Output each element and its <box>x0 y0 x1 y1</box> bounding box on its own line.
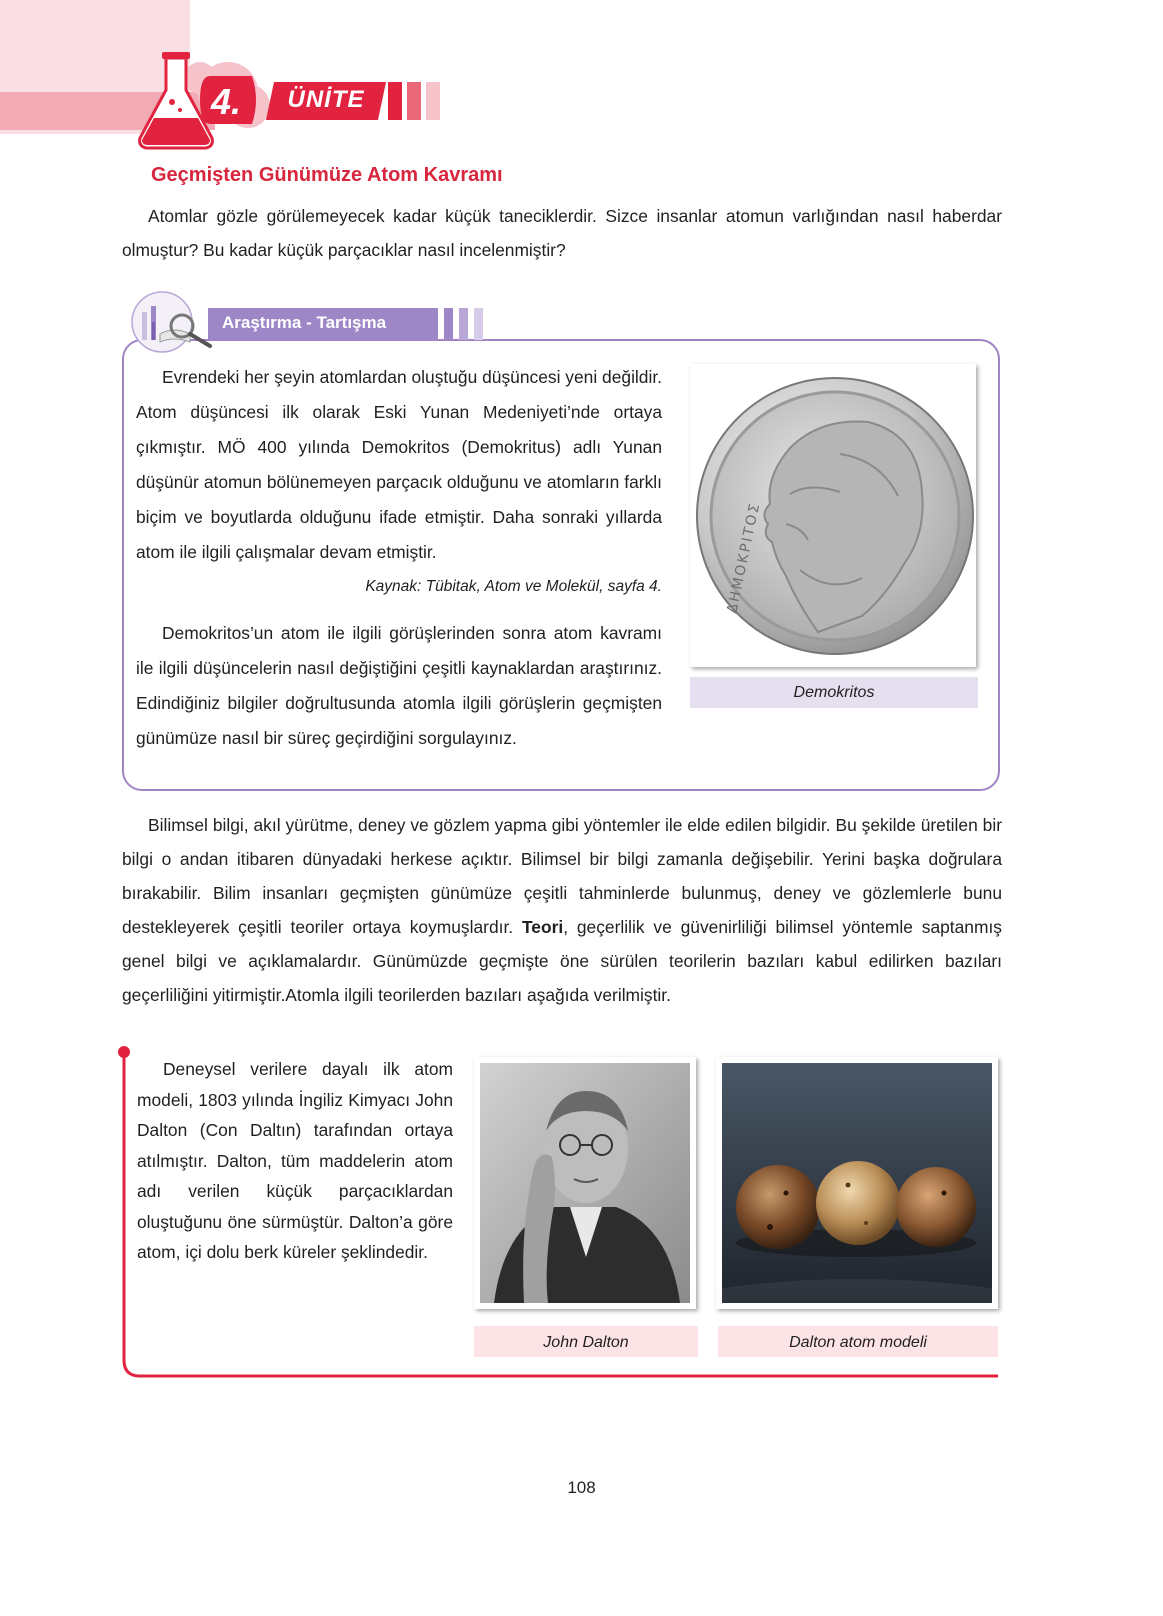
intro-text: Atomlar gözle görülemeyecek kadar küçük taneciklerdir. Sizce insanlar atomun varlığından nasıl haberdar olmuştur? Bu kadar küçük parçacıklar nasıl incelenmiştir? <box>122 206 1002 260</box>
portrait-caption: John Dalton <box>543 1334 629 1351</box>
research-text-1: Evrendeki her şeyin atomlardan oluştuğu düşüncesi yeni değildir. Atom düşüncesi ilk olarak Eski Yunan Medeniyeti’nde ortaya çıkmıştır. MÖ 400 yılında Demokritos (Demokritus) adlı Yunan düşünür atomun bölünemeyen parçacık olduğunu ve atomların farklı biçim ve boyutlarda olduğunu ifade etmiştir. Daha sonraki yıllarda atom ile ilgili çalışmalar devam etmiştir. <box>136 367 662 562</box>
section-title: Geçmişten Günümüze Atom Kavramı <box>151 164 503 186</box>
research-bar-3 <box>474 308 483 340</box>
dalton-atom-model-image <box>716 1057 998 1309</box>
research-source: Kaynak: Tübitak, Atom ve Molekül, sayfa 4. <box>365 578 662 595</box>
dalton-text: Deneysel verilere dayalı ilk atom modeli, 1803 yılında İngiliz Kimyacı John Dalton (Con Daltın) tarafından ortaya atılmıştır. Dalton, tüm maddelerin atom adı verilen küçük parçacıklardan oluştuğunu öne sürmüştür. Dalton’a göre atom, içi dolu berk küreler şeklindedir. <box>137 1059 453 1262</box>
research-paragraph-2 <box>136 616 662 756</box>
theory-term: Teori <box>521 917 564 937</box>
unit-label: ÜNİTE <box>287 86 365 113</box>
coin-illustration <box>690 364 976 667</box>
flask-icon <box>130 48 280 152</box>
coin-caption: Demokritos <box>793 684 875 701</box>
coin-inscription: ΔΗΜΟΚΡΙΤΟΣ <box>724 500 764 615</box>
body-text-part-2: , geçerlilik ve güvenirliliği bilimsel yöntemle saptanmış genel bilgi ve açıklamalardır. Günümüzde geçmişte öne sürülen teorilerin bazıları kabul edilirken bazıları geçerliliğini yitirmiştir.Atomla ilgili teorilerden bazıları aşağıda verilmiştir. <box>122 917 1002 1005</box>
research-bar-1 <box>444 308 453 340</box>
magnifier-icon <box>130 290 220 354</box>
unit-bar-1 <box>388 82 402 120</box>
research-paragraph-1 <box>136 360 662 570</box>
intro-paragraph <box>122 199 1002 267</box>
body-text-part-1: Bilimsel bilgi, akıl yürütme, deney ve gözlem yapma gibi yöntemler ile elde edilen bilgidir. Bu şekilde üretilen bir bilgi o andan itibaren dünyadaki herkese açıktır. Bilimsel bir bilgi zamanla değişebilir. Yerini başka doğrulara bırakabilir. Bilim insanları geçmişten günümüze çeşitli tahminlerde bulunmuş, deney ve gözlemlerle bunu destekleyerek çeşitli teoriler ortaya koymuşlardır. <box>122 815 1002 937</box>
page-number: 108 <box>567 1478 596 1497</box>
model-caption: Dalton atom modeli <box>789 1334 927 1351</box>
john-dalton-portrait <box>474 1057 696 1309</box>
research-title: Araştırma - Tartışma <box>222 313 387 332</box>
demokritos-coin-image <box>690 364 976 667</box>
atom-model-illustration <box>716 1057 998 1309</box>
research-bar-2 <box>459 308 468 340</box>
dalton-paragraph <box>137 1054 453 1268</box>
unit-bar-2 <box>407 82 421 120</box>
research-text-2: Demokritos’un atom ile ilgili görüşlerinden sonra atom kavramı ile ilgili düşüncelerin nasıl değiştiğini çeşitli kaynaklardan araştırınız. Edindiğiniz bilgiler doğrultusunda atomla ilgili görüşlerin geçmişten günümüze nasıl bir süreç geçirdiğini sorgulayınız. <box>136 623 662 748</box>
unit-bar-3 <box>426 82 440 120</box>
body-text <box>122 808 1002 1012</box>
unit-number: 4. <box>210 81 242 122</box>
portrait-illustration <box>474 1057 696 1309</box>
scientific-knowledge-paragraph <box>122 808 1002 1012</box>
